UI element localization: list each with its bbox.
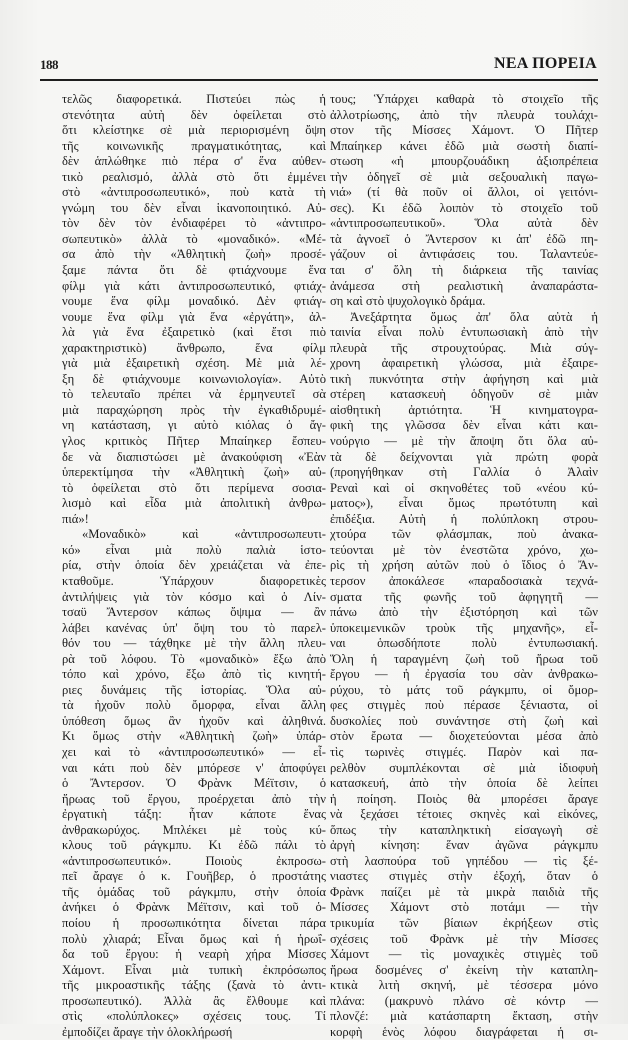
text-line: ἐμποδίζει ἄραγε τὴν ὁλοκλήρωσή (62, 1024, 233, 1039)
text-line: φικὴ της γλῶσσα δὲν εἶναι κάτι και- (330, 418, 598, 433)
text-line: στέρεη κατασκευὴ ὁδηγοῦν σὲ μιὰν (330, 387, 598, 402)
text-line: νιαστες στιγμὲς στὴν ἐξοχή, ὅταν ὁ (330, 869, 598, 884)
text-line: ρὰ τοῦ λόφου. Τὸ «μοναδικὸ» ἔξω ἀπὸ (62, 651, 326, 666)
text-line: τὸ ὀφείλεται στὸ ὅτι περίμενα σοσια- (62, 480, 326, 495)
text-line: ὑπερεκτίμησα τὴν «Ἀθλητικὴ ζωὴ» αὐ- (62, 465, 326, 480)
text-line: ται σ' ὅλη τὴ διάρκεια τῆς ταινίας (330, 263, 598, 278)
text-line: σματα τῆς φωνῆς τοῦ ἀφηγητῆ — (330, 589, 598, 604)
text-line: ὑποκειμενικῶν τροὺκ τῆς μηχανῆς», εἶ- (330, 620, 598, 635)
text-line: χτούρα τῶν φλάσμπακ, ποὺ ἀνακα- (330, 527, 598, 542)
text-line: πεῖ ἄραγε ὁ κ. Γουῆβερ, ὁ προστάτης (62, 869, 326, 884)
text-line: ἀργὴ κίνηση: ἕναν ἀγῶνα ράγκμπυ (330, 838, 598, 853)
text-line: φίλμ γιὰ κάτι ἀντιπροσωπευτικό, φτιάχ- (62, 278, 326, 293)
text-line: ἐργατικὴ τάξη: ἦταν κάποτε ἕνας (62, 807, 326, 822)
text-line: πλονζέ: μιὰ κατάσπαρτη ἔκταση, στὴν (330, 1009, 598, 1024)
text-line: φες στιγμὲς ποὺ πέρασε ξένιαστα, οἱ (330, 698, 598, 713)
text-line: δὲν ἁπλώθηκε πιὸ πέρα σ' ἕνα αὐθεν- (62, 154, 326, 169)
text-line: τὶς τωρινὲς στιγμές. Παρὸν καὶ πα- (330, 744, 598, 759)
text-line: σχέσεις τοῦ Φρὰνκ μὲ τὴν Μίσσες (330, 931, 598, 946)
text-line: πάνω ἀπὸ τὴν ἐξιστόρηση καὶ τῶν (330, 605, 598, 620)
text-line: Ρεναὶ καὶ οἱ σκηνοθέτες τοῦ «νέου κύ- (330, 480, 598, 495)
text-line: στενότητα αὐτὴ δὲν ὀφείλεται στὸ (62, 107, 326, 122)
text-line: αἰσθητικὴ ἀρτιότητα. Ἡ κινηματογρα- (330, 402, 598, 417)
text-line: νουμε ἕνα φίλμ μοναδικό. Δὲν φτιάγ- (62, 294, 326, 309)
text-line: τῆς ὁμάδας τοῦ ράγκμπυ, στὴν ὁποία (62, 884, 326, 899)
text-line: Χάμοντ. Εἶναι μιὰ τυπικὴ ἐκπρόσωπος (62, 962, 326, 977)
text-line: γλος κριτικὸς Πῆτερ Μπαίηκερ ἔσπευ- (62, 434, 326, 449)
text-line: γάζουν οἱ ἀντιφάσεις του. Ταλαντεύε- (330, 247, 598, 262)
text-line: Κι ὅμως στὴν «Ἀθλητικὴ ζωὴ» ὑπάρ- (62, 729, 326, 744)
text-line: ταινία εἶναι πολὺ ἐντυπωσιακὴ ἀπὸ τὴν (330, 325, 598, 340)
text-line: πλευρὰ τῆς στρουχτούρας. Μιὰ σύγ- (330, 340, 598, 355)
text-line: πιά»! (62, 511, 89, 526)
text-line: Ὅλη ἡ ταραγμένη ζωὴ τοῦ ἥρωα τοῦ (330, 651, 598, 666)
text-line: τὰ ἀγνοεῖ ὁ Ἄντερσον κι ἀπ' ἐδῶ πη- (330, 231, 598, 246)
text-line: νὰ ξεχάσει τέτοιες σκηνὲς καὶ εἰκόνες, (330, 807, 598, 822)
right-text-column (330, 92, 598, 1040)
text-line: στὴ λασπούρα τοῦ γηπέδου — τὶς ξέ- (330, 853, 598, 868)
text-line: χει καὶ τὸ «ἀντιπροσωπευτικό» — εἶ- (62, 744, 326, 759)
text-line: δα τοῦ ἔργου: ἡ νεαρὴ χήρα Μίσσες (62, 947, 326, 962)
text-line: χαρακτηριστικὸ) ἄνθρωπο, ἕνα φίλμ (62, 340, 326, 355)
text-line: στὶς «πολύπλοκες» σχέσεις τους. Τί (62, 1009, 326, 1024)
text-line: ὁ Ἄντερσον. Ὁ Φρὰνκ Μέϊτσιν, ὁ (62, 776, 326, 791)
text-line: τελῶς διαφορετικά. Πιστεύει πὼς ἡ (62, 92, 326, 106)
text-line: νιά» (τί θὰ ποῦν οἱ ἄλλοι, οἱ γειτόνι- (330, 185, 598, 200)
text-line: ἔργου — ἡ ἐργασία του σὰν ἀνθρακω- (330, 667, 598, 682)
text-line: ποίου ἡ προσωπικότητα δίνεται πάρα (62, 915, 326, 930)
text-line: (προηγήθηκαν στὴ Γαλλία ὁ Ἀλαὶν (330, 465, 598, 480)
text-line: κατασκευή, ἀπὸ τὴν ὁποία δὲ λείπει (330, 776, 598, 791)
text-line: ρελθὸν συμπλέκονται σὲ μιὰ ἰδιοφυὴ (330, 760, 598, 775)
text-line: τὰ ἠχοῦν πολὺ ὄμορφα, εἶναι ἄλλη (62, 698, 326, 713)
text-line: τῆς κοινωνικῆς πραγματικότητας, καὶ (62, 138, 326, 153)
text-line: ἀνάμεσα στὴ ρεαλιστικὴ ἀναπαράστα- (330, 278, 598, 293)
text-line: τικὴ πυκνότητα στὴν ἀφήγηση καὶ μιὰ (330, 371, 598, 386)
text-line: ἀνήκει ὁ Φρὰνκ Μέϊτσιν, καὶ τοῦ ὁ- (62, 900, 326, 915)
text-line: «Μοναδικὸ» καὶ «ἀντιπροσωπευτι- (82, 527, 326, 542)
text-line: ναι ὁπωσδήποτε πολὺ ἐντυπωσιακή. (330, 636, 598, 651)
text-line: γιὰ μιὰ ἐξαιρετικὴ σχέση. Μὲ μιὰ λέ- (62, 356, 326, 371)
text-line: πολὺ χλιαρά; Εἶναι ὅμως καὶ ἡ ἡρωΐ- (62, 931, 326, 946)
text-line: στὸ «ἀντιπροσωπευτικό», ποὺ κατὰ τὴ (62, 185, 326, 200)
text-line: κταθοῦμε. Ὑπάρχουν διαφορετικὲς (62, 573, 326, 588)
text-line: ξαμε πάντα ὅτι δὲ φτιάχνουμε ἕνα (62, 263, 326, 278)
text-line: τρικυμία τῶν βίαιων ἐκρήξεων στὶς (330, 915, 598, 930)
text-line: ὅπως τὴν καταπληκτικὴ εἰσαγωγὴ σὲ (330, 822, 598, 837)
text-line: τῆς μικροαστικῆς τάξης (ξανὰ τὸ ἀντι- (62, 978, 326, 993)
left-text-column (62, 92, 326, 1040)
text-line: κτικὰ λιτὴ σκηνή, μὲ τέσσερα μόνο (330, 978, 598, 993)
text-line: τὴν ὁδηγεῖ σὲ μιὰ σεξουαλικὴ παγω- (330, 169, 598, 184)
text-line: θόν του — τάχθηκε μὲ τὴν ἄλλη πλευ- (62, 636, 326, 651)
text-line: Μπαίηκερ κάνει ἐδῶ μιὰ σωστὴ διαπί- (330, 138, 598, 153)
text-line: Μίσσες Χάμοντ στὸ ποτάμι — τὴν (330, 900, 598, 915)
text-line: σα ἀπὸ τὴν «Ἀθλητικὴ ζωὴ» προσέ- (62, 247, 326, 262)
text-line: τεύονται μὲ τὸν ἐνεστῶτα χρόνο, χω- (330, 542, 598, 557)
text-line: χρονη ἀφαιρετικὴ γλώσσα, μιὰ ἐξαιρε- (330, 356, 598, 371)
text-line: Χάμοντ — τὶς μοναχικὲς στιγμὲς τοῦ (330, 947, 598, 962)
text-line: λισμὸ καὶ εἶδα μιὰ ἀπολιτικὴ ἀνθρω- (62, 496, 326, 511)
text-line: στον τῆς Μίσσες Χάμοντ. Ὁ Πῆτερ (330, 123, 598, 138)
text-line: ση καὶ στὸ ψυχολογικὸ δράμα. (330, 294, 486, 309)
text-line: ὅτι κλείστηκε σὲ μιὰ περιορισμένη ὄψη (62, 123, 326, 138)
text-line: τὰ δὲ δείχνονται γιὰ πρώτη φορὰ (330, 449, 598, 464)
text-line: «ἀντιπροσωπευτικό». Ποιοὺς ἐκπροσω- (62, 853, 326, 868)
text-line: ὑπόθεση ὅμως ἂν ἠχοῦν καὶ ἀληθινά. (62, 713, 326, 728)
text-line: στωση «ἡ μπουρζουάδικη ἀξιοπρέπεια (330, 154, 598, 169)
text-line: ἀνθρακωρύχος. Μπλέκει μὲ τοὺς κύ- (62, 822, 326, 837)
text-line: Ἀνεξάρτητα ὅμως ἀπ' ὅλα αὐτὰ ἡ (350, 309, 598, 324)
text-line: κλους τοῦ ράγκμπυ. Κι ἐδῶ πάλι τὸ (62, 838, 326, 853)
text-line: σες). Κι ἐδῶ λοιπὸν τὸ στοιχεῖο τοῦ (330, 200, 598, 215)
text-line: σωπευτικὸ» ἀλλὰ τὸ «μοναδικό». «Μέ- (62, 231, 326, 246)
text-line: τόπο καὶ χρόνο, ἔξω ἀπὸ τὶς κινητή- (62, 667, 326, 682)
journal-title: ΝΕΑ ΠΟΡΕΙΑ (493, 55, 597, 72)
text-line: μιὰ παραχώρηση πρὸς τὴν ἐγκαθιδρυμέ- (62, 402, 326, 417)
text-line: ματος»), εἶναι ὅμως πρωτότυπη καὶ (330, 496, 598, 511)
text-line: προσωπευτικό). Ἀλλὰ ἂς ἔλθουμε καὶ (62, 993, 326, 1008)
text-line: «ἀντιπροσωπευτικοῦ». Ὅλα αὐτὰ δὲν (330, 216, 598, 231)
text-line: δε νὰ διαπιστώσει μὲ ἀνακούφιση «Ἐὰν (62, 449, 326, 464)
text-line: ἀλλοτρίωσης, ἀπὸ τὴν πλευρὰ τουλάχι- (330, 107, 598, 122)
text-line: τὸ τελευταῖο πρέπει νὰ ἑρμηνευτεῖ σὰ (62, 387, 326, 402)
text-line: νουμε ἕνα φίλμ γιὰ ἕνα «ἐργάτη», ἀλ- (62, 309, 326, 324)
text-line: ξη δὲ φτιάχνουμε κοινωνιολογία». Αὐτὸ (62, 371, 326, 386)
text-line: ἥρωα δοσμένες σ' ἐκείνη τὴν καταπλη- (330, 962, 598, 977)
text-line: τικὸ ρεαλισμό, ἀλλὰ στὸ ὅτι ἐμμένει (62, 169, 326, 184)
text-line: κορφὴ ἑνὸς λόφου διαγράφεται ἡ σι- (330, 1024, 598, 1039)
text-line: δυσκολίες ποὺ συνάντησε στὴ ζωὴ καὶ (330, 713, 598, 728)
header-rule (40, 79, 598, 81)
text-line: ρύχου, τὸ μάτς τοῦ ράγκμπυ, οἱ ὄμορ- (330, 682, 598, 697)
text-line: κό» εἶναι μιὰ πολὺ παλιὰ ἱστο- (62, 542, 326, 557)
text-line: λάβει κανένας ὑπ' ὄψη του τὸ παρελ- (62, 620, 326, 635)
text-line: πλάνα: (μακρυνὸ πλάνο σὲ κόντρ — (330, 993, 598, 1008)
text-line: τσαϋ Ἄντερσον κάπως ὄψιμα — ἂν (62, 605, 326, 620)
text-line: νούργιο — μὲ τὴν ἄποψη ὅτι ὅλα αὐ- (330, 434, 598, 449)
text-line: ριες δυνάμεις τῆς ἱστορίας. Ὅλα αὐ- (62, 682, 326, 697)
text-line: ἥρωας τοῦ ἔργου, προέρχεται ἀπὸ τὴν (62, 791, 326, 806)
text-line: ἀντιλήψεις γιὰ τὸν κόσμο καὶ ὁ Λίν- (62, 589, 326, 604)
text-line: ρία, στὴν ὁποία δὲν χρειάζεται νὰ ἐπε- (62, 558, 326, 573)
text-line: ρὶς τὴ χρήση αὐτῶν ποὺ ὁ ἴδιος ὁ Ἄν- (330, 558, 598, 573)
text-line: λὰ γιὰ ἕνα ἐξαιρετικὸ (καὶ ἔτσι πιὸ (62, 325, 326, 340)
text-line: γνώμη του δὲν εἶναι ἱκανοποιητικό. Αὐ- (62, 200, 326, 215)
text-line: στὸν ἔρωτα — διοχετεύονται μέσα ἀπὸ (330, 729, 598, 744)
text-line: τὸν δὲν τὸν ἐνδιαφέρει τὸ «ἀντιπρο- (62, 216, 326, 231)
text-line: τους; Ὑπάρχει καθαρὰ τὸ στοιχεῖο τῆς (330, 92, 598, 106)
text-line: νη κατάσταση, γι αὐτὸ κιόλας ὁ ἄγ- (62, 418, 326, 433)
text-line: ἡ ποίηση. Ποιὸς θὰ μπορέσει ἄραγε (330, 791, 598, 806)
text-line: τερσον ἀποκάλεσε «παραδοσιακὰ τεχνά- (330, 573, 598, 588)
text-line: Φρὰνκ παίζει μὲ τὰ μικρὰ παιδιὰ τῆς (330, 884, 598, 899)
page-number: 188 (40, 57, 58, 72)
text-line: ναι κάτι ποὺ δὲν μπόρεσε ν' ἀποφύγει (62, 760, 326, 775)
text-line: ἐπιδέξια. Αὐτὴ ἡ πολύπλοκη στρου- (330, 511, 598, 526)
